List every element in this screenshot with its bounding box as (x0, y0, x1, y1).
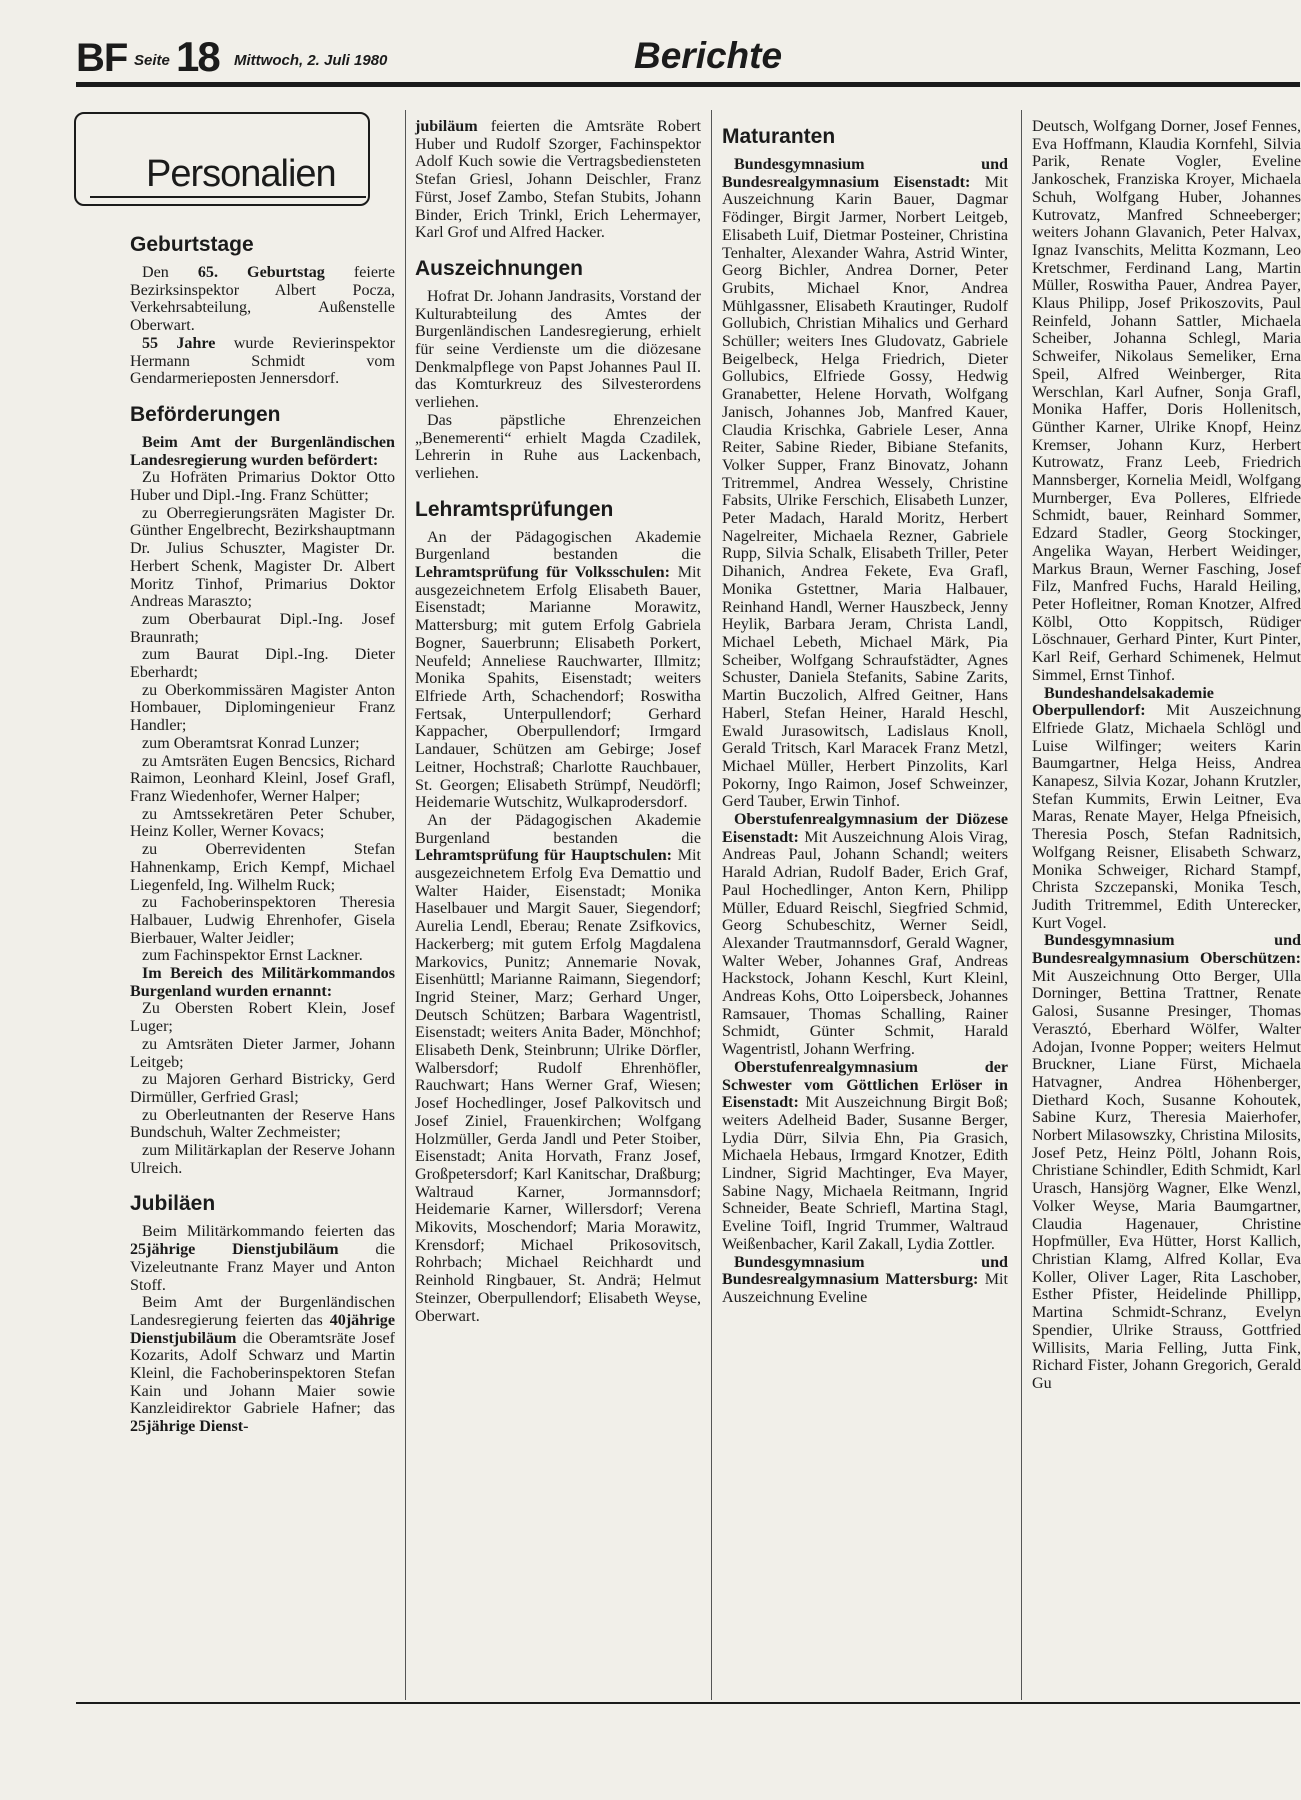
heading-maturanten: Maturanten (722, 125, 836, 148)
column-rule (1021, 110, 1022, 1700)
masthead-rule (76, 82, 1300, 87)
paragraph: zum Oberamtsrat Konrad Lunzer; (142, 734, 360, 752)
paragraph: Oberstufenrealgymnasium der Diözese Eisenstadt: Mit Auszeichnung Alois Virag, Andreas Paul, Johann Schandl; weiters Harald Adrian, Rudolf Bader, Erich Graf, Paul Hochedlinger, Anton Kern, Philipp Müller, Eduard Reischl, Siegfried Schmid, Georg Schubeschitz, Werner Seidl, Alexander Trautmannsdorf, Gerald Wagner, Walter Weber, Johannes Graf, Andreas Hackstock, Johann Keschl, Kurt Kleinl, Andreas Kohs, Otto Loipersbeck, Johannes Ramsauer, Thomas Schalling, Rainer Schmidt, Günter Schmit, Harald Wagentristl, Johann Werfring. (722, 811, 1008, 1059)
paragraph: Beim Militärkommando feierten das 25jährige Dienstjubiläum die Vizeleutnante Franz Mayer und Anton Stoff. (130, 1223, 396, 1294)
personalien-title: Personalien (146, 153, 336, 195)
masthead (76, 30, 1300, 84)
personalien-underline (90, 196, 366, 198)
paragraph: Bundeshandelsakademie Oberpullendorf: Mit Auszeichnung Elfriede Glatz, Michaela Schlögl und Luise Wilfinger; weiters Karin Baumgartner, Helga Heiss, Andrea Kanapesz, Silvia Kozar, Johann Krutzler, Stefan Kummits, Erwin Leitner, Eva Maras, Renate Mayer, Helga Pfneisich, Theresia Posch, Stefan Radnitsich, Wolfgang Reisner, Elisabeth Schwarz, Monika Schweiger, Richard Stampf, Christa Szczepanski, Monika Tesch, Judith Tritremmel, Edith Unterecker, Kurt Vogel. (1032, 684, 1301, 932)
heading-jubilaeen: Jubiläen (130, 1192, 216, 1216)
paragraph: An der Pädagogischen Akademie Burgenland bestanden die Lehramtsprüfung für Hauptschulen: Mit ausgezeichnetem Erfolg Eva Demattio und Walter Haider, Eisenstadt; Monika Haselbauer und Margit Sauer, Siegendorf; Aurelia Lendl, Eberau; Renate Zsifkovics, Hackerberg; mit gutem Erfolg Magdalena Markovics, Punitz; Annemarie Novak, Eisenhüttl; Marianne Raimann, Siegendorf; Ingrid Steiner, Marz; Gerhard Unger, Deutsch Schützen; Barbara Wagentristl, Eisenstadt; weiters Anita Bader, Mönchhof; Elisabeth Denk, Steinbrunn; Ulrike Dörfler, Walbersdorf; Rudolf Ehrenhöfler, Rauchwart; Hans Werner Graf, Wiesen; Josef Hochedlinger, Josef Palkovitsch und Josef Ziniel, Frauenkirchen; Wolfgang Holzmüller, Gerda Jandl und Peter Stoiber, Eisenstadt; Anita Horvath, Franz Josef, Großpetersdorf; Karl Kanitschar, Draßburg; Waltraud Karner, Jormannsdorf; Heidemarie Karner, Willersdorf; Verena Mikovits, Moschendorf; Maria Morawitz, Krensdorf; Michael Prikosovitsch, Rohrbach; Michael Reichhardt und Reinhold Ringbauer, St. Andrä; Helmut Steinzer, Oberpullendorf; Elisabeth Weyse, Oberwart. (415, 811, 701, 1325)
heading-auszeichnungen: Auszeichnungen (415, 256, 584, 280)
paragraph: Im Bereich des Militärkommandos Burgenland wurden ernannt: (130, 965, 395, 1000)
column-2 (415, 118, 701, 1325)
paragraph: Beim Amt der Burgenländischen Landesregierung wurden befördert: (130, 433, 395, 469)
column-rule (711, 110, 712, 1700)
paragraph: Bundesgymnasium und Bundesrealgymnasium Eisenstadt: Mit Auszeichnung Karin Bauer, Dagmar Födinger, Birgit Jarmer, Norbert Leitgeb, Elisabeth Luif, Dietmar Posteiner, Christina Tenhalter, Alexander Wahra, Astrid Winter, Georg Bichler, Andrea Dorner, Peter Grubits, Michael Knor, Andrea Mühlgassner, Elisabeth Krautinger, Rudolf Gollubich, Christian Mihalics und Gerhard Schüller; weiters Ines Gludovatz, Gabriele Beigelbeck, Helga Friedrich, Dieter Gollubics, Elfriede Gossy, Hedwig Granabetter, Helene Horvath, Wolfgang Janisch, Johannes Job, Manfred Kauer, Claudia Krischka, Gabriele Leser, Anna Reiter, Sabine Rieder, Bibiane Stefanits, Volker Supper, Franz Binovatz, Johann Tritremmel, Andrea Wessely, Christine Fabsits, Ulrike Ferschich, Elisabeth Lunzer, Peter Madach, Harald Moritz, Herbert Nagelreiter, Michaela Rezner, Gabriele Rupp, Silvia Schalk, Elisabeth Triller, Peter Dihanich, Andrea Fekete, Eva Grafl, Monika Gstettner, Maria Halbauer, Reinhand Handl, Werner Hauszbeck, Jenny Heylik, Barbara Jeram, Christa Landl, Michael Lebeth, Michael Märk, Pia Scheiber, Wolfgang Schraufstädter, Agnes Schuster, Daniela Stefanits, Sabine Zarits, Martin Buczolich, Alfred Geitner, Hans Haberl, Stefan Heiner, Harald Heschl, Ewald Jurasowitsch, Ladislaus Knoll, Gerald Tritsch, Karl Maracek Franz Metzl, Michael Müller, Herbert Pinzolits, Karl Pokorny, Ingo Raimon, Josef Schweinzer, Gerd Tauber, Erwin Tinhof. (722, 156, 1008, 811)
paragraph: zu Fachoberinspektoren Theresia Halbauer, Ludwig Ehrenhofer, Gisela Bierbauer, Walter Jeidler; (130, 894, 395, 947)
paragraph: Das päpstliche Ehrenzeichen „Benemerenti“ erhielt Magda Czadilek, Lehrerin in Ruhe aus Lackenbach, verliehen. (415, 411, 701, 482)
paragraph: zum Baurat Dipl.-Ing. Dieter Eberhardt; (130, 646, 395, 682)
paragraph: Deutsch, Wolfgang Dorner, Josef Fennes, Eva Hoffmann, Klaudia Kornfehl, Silvia Parik, Renate Vogler, Eveline Jankoschek, Franziska Kroyer, Michaela Schuh, Wolfgang Huber, Johannes Kutrovatz, Manfred Schneeberger; weiters Johann Glavanich, Peter Halvax, Ignaz Ivanschits, Melitta Kozmann, Leo Kretschmer, Ferdinand Lang, Martin Müller, Roswitha Pauer, Andrea Payer, Klaus Philipp, Josef Prikoszovits, Paul Reinfeld, Johann Sattler, Michaela Scheiber, Johanna Schlegl, Maria Schweifer, Nikolaus Semeliker, Erna Speil, Alfred Weinberger, Rita Werschlan, Karl Aufner, Sonja Grafl, Monika Haffer, Doris Hollenitsch, Günther Karner, Ulrike Knopf, Heinz Kremser, Johann Kurz, Herbert Kutrowatz, Franz Leeb, Friedrich Mannsberger, Kornelia Meidl, Wolfgang Murnberger, Eva Polleres, Elfriede Schmidt, bauer, Reinhard Sommer, Edzard Stadler, Georg Stockinger, Angelika Wayan, Herbert Weidinger, Markus Braun, Werner Fasching, Josef Filz, Manfred Fuchs, Harald Heiling, Peter Hofleitner, Roman Knotzer, Alfred Kölbl, Otto Koppitsch, Rüdiger Löschnauer, Gerhard Pinter, Kurt Pinter, Karl Reif, Gerhard Schimenek, Helmut Simmel, Ernst Tinhof. (1032, 118, 1301, 684)
paragraph: zum Fachinspektor Ernst Lackner. (142, 947, 363, 965)
paragraph: zu Oberleutnanten der Reserve Hans Bundschuh, Walter Zechmeister; (130, 1106, 395, 1142)
paragraph: zum Militärkaplan der Reserve Johann Ulreich. (130, 1142, 395, 1177)
section-title: Berichte (634, 35, 783, 76)
paragraph: zu Amtssekretären Peter Schuber, Heinz Koller, Werner Kovacs; (130, 805, 395, 841)
heading-lehramtspruefungen: Lehramtsprüfungen (415, 497, 614, 521)
paragraph: Den 65. Geburtstag feierte Bezirksinspektor Albert Pocza, Verkehrsabteilung, Außenstelle Oberwart. (130, 264, 395, 335)
paragraph: zu Oberkommissären Magister Anton Hombauer, Diplomingenieur Franz Handler; (130, 681, 395, 735)
paragraph: An der Pädagogischen Akademie Burgenland bestanden die Lehramtsprüfung für Volksschulen: Mit ausgezeichnetem Erfolg Elisabeth Bauer, Eisenstadt; Marianne Morawitz, Mattersburg; mit gutem Erfolg Gabriela Bogner, Sauerbrunn; Elisabeth Porkert, Neufeld; Anneliese Rauchwarter, Illmitz; Monika Spahits, Eisenstadt; weiters Elfriede Arth, Schachendorf; Roswitha Fertsak, Unterpullendorf; Gerhard Kappacher, Oberpullendorf; Irmgard Landauer, Schützen am Gebirge; Josef Leitner, Hochstraß; Charlotte Rauchbauer, St. Georgen; Elisabeth Strümpf, Neudörfl; Heidemarie Wutschitz, Wulkaprodersdorf. (415, 528, 701, 812)
column-3 (722, 118, 1008, 1307)
paragraph: zu Amtsräten Eugen Bencsics, Richard Raimon, Leonhard Kleinl, Josef Grafl, Franz Wiedenhofer, Werner Halper; (130, 752, 395, 805)
page-label: Seite (134, 52, 170, 69)
paragraph: jubiläum feierten die Amtsräte Robert Huber und Rudolf Szorger, Fachinspektor Adolf Kuch sowie die Vertragsbediensteten Stefan Griesl, Johann Deischler, Franz Fürst, Josef Zambo, Stefan Stubits, Johann Binder, Erich Trinkl, Erich Lehermayer, Karl Grof und Alfred Hacker. (415, 118, 701, 242)
paragraph: 55 Jahre wurde Revierinspektor Hermann Schmidt vom Gendarmerieposten Jennersdorf. (130, 334, 395, 388)
paragraph: Hofrat Dr. Johann Jandrasits, Vorstand der Kulturabteilung des Amtes der Burgenländischen Landesregierung, erhielt für seine Verdienste um die diözesane Denkmalpflege von Papst Johannes Paul II. das Komturkreuz des Silvesterordens verliehen. (415, 287, 701, 412)
paragraph: Oberstufenrealgymnasium der Schwester vom Göttlichen Erlöser in Eisenstadt: Mit Auszeichnung Birgit Boß; weiters Adelheid Bader, Susanne Berger, Lydia Dürr, Silvia Ehn, Pia Grasich, Michaela Hebaus, Irmgard Knotzer, Edith Lindner, Sigrid Machtinger, Eva Mayer, Sabine Nagy, Michaela Reitmann, Ingrid Schneider, Beate Schriefl, Martina Stagl, Eveline Toifl, Ingrid Trummer, Waltraud Weißenbacher, Karil Zakall, Lydia Zottler. (722, 1058, 1008, 1253)
heading-befoerderungen: Beförderungen (130, 402, 281, 426)
page-number: 18 (176, 33, 219, 80)
column-rule (405, 110, 406, 1700)
paragraph: Beim Amt der Burgenländischen Landesregierung feierten das 40jährige Dienstjubiläum die Oberamtsräte Josef Kozarits, Adolf Schwarz und Martin Kleinl, die Fachoberinspektoren Stefan Kain und Johann Maier sowie Kanzleidirektor Gabriele Hafner; das 25jährige Dienst- (130, 1294, 395, 1436)
paragraph: zu Amtsräten Dieter Jarmer, Johann Leitgeb; (130, 1035, 395, 1071)
page-bottom-rule (76, 1702, 1300, 1704)
paragraph: zu Majoren Gerhard Bistricky, Gerd Dirmüller, Gerfried Grasl; (130, 1071, 395, 1106)
column-1 (130, 232, 395, 1436)
paragraph: Zu Obersten Robert Klein, Josef Luger; (130, 1000, 395, 1036)
paragraph: zu Oberregierungsräten Magister Dr. Günther Engelbrecht, Bezirkshauptmann Dr. Julius Schuszter, Magister Dr. Herbert Schenk, Magister Dr. Albert Moritz Tinhof, Primarius Doktor Andreas Maraszto; (130, 504, 395, 611)
heading-geburtstage: Geburtstage (130, 233, 254, 256)
newspaper-logo: BF (76, 36, 128, 80)
paragraph: zum Oberbaurat Dipl.-Ing. Josef Braunrath; (130, 610, 395, 646)
column-4 (1032, 118, 1301, 1393)
issue-date: Mittwoch, 2. Juli 1980 (234, 52, 388, 69)
paragraph: Zu Hofräten Primarius Doktor Otto Huber und Dipl.-Ing. Franz Schütter; (130, 469, 395, 505)
paragraph: zu Oberrevidenten Stefan Hahnenkamp, Erich Kempf, Michael Liegenfeld, Ing. Wilhelm Ruck; (130, 841, 395, 894)
paragraph: Bundesgymnasium und Bundesrealgymnasium Mattersburg: Mit Auszeichnung Eveline (722, 1253, 1009, 1306)
paragraph: Bundesgymnasium und Bundesrealgymnasium Oberschützen: Mit Auszeichnung Otto Berger, Ulla Dorninger, Bettina Trattner, Renate Galosi, Susanne Presinger, Thomas Verasztó, Eberhard Wölfer, Walter Adojan, Ivonne Popper; weiters Helmut Bruckner, Liane Fürst, Michaela Hatvagner, Andrea Höhenberger, Diethard Koch, Susanne Kohoutek, Sabine Kurz, Theresia Maierhofer, Norbert Milasowszky, Christina Milosits, Josef Petz, Heinz Pöltl, Johann Rois, Christiane Schindler, Edith Schmidt, Karl Urasch, Hansjörg Wagner, Elke Wenzl, Volker Weyse, Maria Baumgartner, Claudia Hagenauer, Christine Hopfmüller, Eva Hütter, Horst Kallich, Christian Klamg, Alfred Kollar, Eva Koller, Oliver Lager, Rita Laschober, Esther Pfister, Heidelinde Phillipp, Martina Schmidt-Schranz, Evelyn Spendier, Ulrike Strauss, Gottfried Willisits, Maria Felling, Jutta Fink, Richard Fister, Johann Gregorich, Gerald Gu (1032, 932, 1301, 1392)
